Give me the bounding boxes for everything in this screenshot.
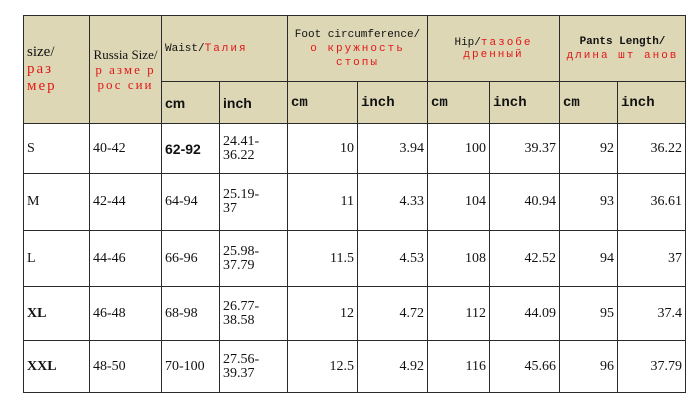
waist-inch-cell: 24.41- 36.22 — [220, 124, 288, 174]
hip-cm-cell: 100 — [428, 124, 490, 174]
foot-cm-cell: 12 — [288, 287, 358, 341]
waist-inch-cell: 27.56- 39.37 — [220, 341, 288, 393]
hip-cm-cell: 104 — [428, 174, 490, 231]
foot-cm-cell: 11 — [288, 174, 358, 231]
hip-inch-cell: 45.66 — [490, 341, 560, 393]
hip-cm-cell: 112 — [428, 287, 490, 341]
russia-size-cell: 44-46 — [90, 231, 162, 287]
foot-inch-cell: 4.72 — [358, 287, 428, 341]
foot-cm-cell: 10 — [288, 124, 358, 174]
russia-size-cell: 46-48 — [90, 287, 162, 341]
foot-cm-header: cm — [288, 82, 358, 124]
waist-inch-cell: 26.77- 38.58 — [220, 287, 288, 341]
russia-size-cell: 40-42 — [90, 124, 162, 174]
pants-inch-header: inch — [618, 82, 686, 124]
pants-cm-cell: 96 — [560, 341, 618, 393]
waist-cm-header: cm — [162, 82, 220, 124]
table-row — [24, 124, 686, 174]
pants-cm-header: cm — [560, 82, 618, 124]
waist-inch-header: inch — [220, 82, 288, 124]
pants-cm-cell: 94 — [560, 231, 618, 287]
waist-cm-cell: 66-96 — [162, 231, 220, 287]
russia-size-cell: 42-44 — [90, 174, 162, 231]
hip-header: Hip/тазобе дренный — [428, 16, 560, 82]
foot-cm-cell: 12.5 — [288, 341, 358, 393]
russia-size-cell: 48-50 — [90, 341, 162, 393]
waist-cm-cell: 68-98 — [162, 287, 220, 341]
size-cell: XL — [24, 287, 90, 341]
russia-size-header: Russia Size/ р азме р рос сии — [90, 16, 162, 124]
waist-cm-cell: 62-92 — [162, 124, 220, 174]
hip-cm-header: cm — [428, 82, 490, 124]
pants-inch-cell: 37 — [618, 231, 686, 287]
foot-inch-header: inch — [358, 82, 428, 124]
pants-inch-cell: 37.4 — [618, 287, 686, 341]
size-header: size/ раз мер — [24, 16, 90, 124]
pants-inch-cell: 37.79 — [618, 341, 686, 393]
waist-header: Waist/Талия — [162, 16, 288, 82]
size-cell: L — [24, 231, 90, 287]
size-cell: S — [24, 124, 90, 174]
pants-length-header: Pants Length/ длина шт анов — [560, 16, 686, 82]
hip-cm-cell: 108 — [428, 231, 490, 287]
pants-cm-cell: 95 — [560, 287, 618, 341]
pants-inch-cell: 36.22 — [618, 124, 686, 174]
pants-cm-cell: 93 — [560, 174, 618, 231]
hip-cm-cell: 116 — [428, 341, 490, 393]
waist-inch-cell: 25.19- 37 — [220, 174, 288, 231]
foot-inch-cell: 4.33 — [358, 174, 428, 231]
foot-inch-cell: 4.92 — [358, 341, 428, 393]
hip-inch-cell: 42.52 — [490, 231, 560, 287]
size-cell: XXL — [24, 341, 90, 393]
table-row — [24, 341, 686, 393]
hip-inch-cell: 40.94 — [490, 174, 560, 231]
size-cell: M — [24, 174, 90, 231]
foot-header: Foot circumference/ о кружность стопы — [288, 16, 428, 82]
hip-inch-header: inch — [490, 82, 560, 124]
table-row — [24, 174, 686, 231]
hip-inch-cell: 44.09 — [490, 287, 560, 341]
waist-inch-cell: 25.98- 37.79 — [220, 231, 288, 287]
pants-cm-cell: 92 — [560, 124, 618, 174]
hip-inch-cell: 39.37 — [490, 124, 560, 174]
foot-inch-cell: 3.94 — [358, 124, 428, 174]
table-row — [24, 287, 686, 341]
pants-inch-cell: 36.61 — [618, 174, 686, 231]
size-chart-table — [23, 15, 686, 393]
foot-cm-cell: 11.5 — [288, 231, 358, 287]
foot-inch-cell: 4.53 — [358, 231, 428, 287]
waist-cm-cell: 64-94 — [162, 174, 220, 231]
waist-cm-cell: 70-100 — [162, 341, 220, 393]
table-row — [24, 231, 686, 287]
